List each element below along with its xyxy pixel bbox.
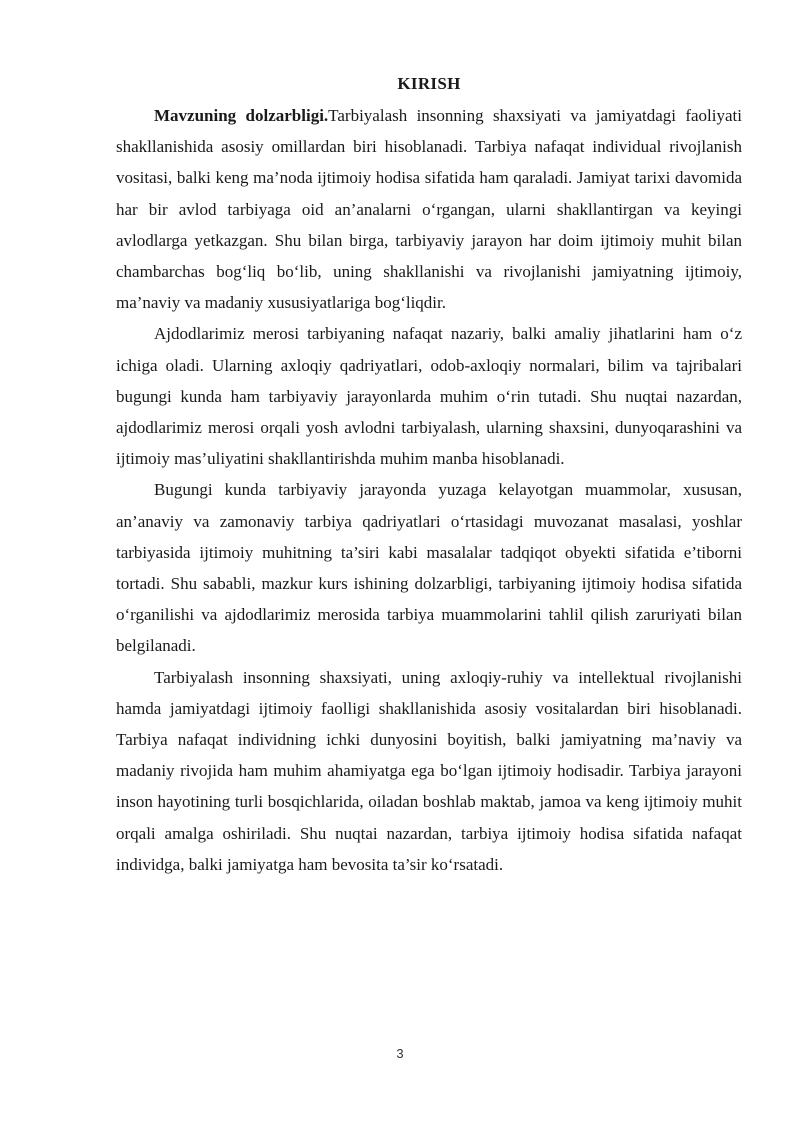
paragraph-relevance — [116, 100, 742, 318]
page-number: 3 — [396, 1046, 404, 1061]
document-page — [116, 72, 742, 880]
page-title: KIRISH — [397, 74, 461, 93]
paragraph-problems: Bugungi kunda tarbiyaviy jarayonda yuzaga kelayotgan muammolar, xususan, an’anaviy va zamonaviy tarbiya qadriyatlari o‘rtasidagi muvozanat masalasi, yoshlar tarbiyasida ijtimoiy muhitning ta’siri kabi masalalar tadqiqot obyekti sifatida e’tiborni tortadi. Shu sababli, mazkur kurs ishining dolzarbligi, tarbiyaning ijtimoiy hodisa sifatida o‘rganilishi va ajdodlarimiz merosida tarbiya muammolarini tahlil qilish zaruriyati bilan belgilanadi. — [116, 480, 742, 656]
paragraph-text: Tarbiyalash insonning shaxsiyati va jamiyatdagi faoliyati shakllanishida asosiy omillardan biri hisoblanadi. Tarbiya nafaqat individual rivojlanish vositasi, balki keng ma’noda ijtimoiy hodisa sifatida ham qaraladi. Jamiyat tarixi davomida har bir avlod tarbiyaga oid an’analarni o‘rgangan, ularni shakllantirgan va keyingi avlodlarga yetkazgan. Shu bilan birga, tarbiyaviy jarayon har doim ijtimoiy muhit bilan chambarchas bog‘liq bo‘lib, uning shakllanishi va rivojlanishi jamiyatning ijtimoiy, ma’naviy va madaniy xususiyatlariga bog‘liqdir. — [116, 106, 742, 313]
paragraph-lead: Mavzuning dolzarbligi. — [154, 106, 329, 125]
paragraph-upbringing: Tarbiyalash insonning shaxsiyati, uning axloqiy-ruhiy va intellektual rivojlanishi hamda jamiyatdagi ijtimoiy faolligi shakllanishida asosiy vositalardan biri hisoblanadi. Tarbiya nafaqat individning ichki dunyosini boyitish, balki jamiyatning ma’naviy va madaniy rivojida ham muhim ahamiyatga ega bo‘lgan ijtimoiy hodisadir. Tarbiya jarayoni inson hayotining turli bosqichlarida, oiladan boshlab maktab, jamoa va keng ijtimoiy muhit orqali amalga oshiriladi. Shu nuqtai nazardan, tarbiya ijtimoiy hodisa sifatida nafaqat individga, balki jamiyatga ham bevosita ta’sir ko‘rsatadi. — [116, 667, 742, 874]
paragraph-heritage: Ajdodlarimiz merosi tarbiyaning nafaqat nazariy, balki amaliy jihatlarini ham o‘z ichiga oladi. Ularning axloqiy qadriyatlari, odob-axloqiy normalari, bilim va tajribalari bugungi kunda ham tarbiyaviy jarayonlarda muhim o‘rin tutadi. Shu nuqtai nazardan, ajdodlarimiz merosi orqali yosh avlodni tarbiyalash, ularning shaxsini, dunyoqarashini va ijtimoiy mas’uliyatini shakllantirishda muhim manba hisoblanadi. — [116, 324, 742, 469]
